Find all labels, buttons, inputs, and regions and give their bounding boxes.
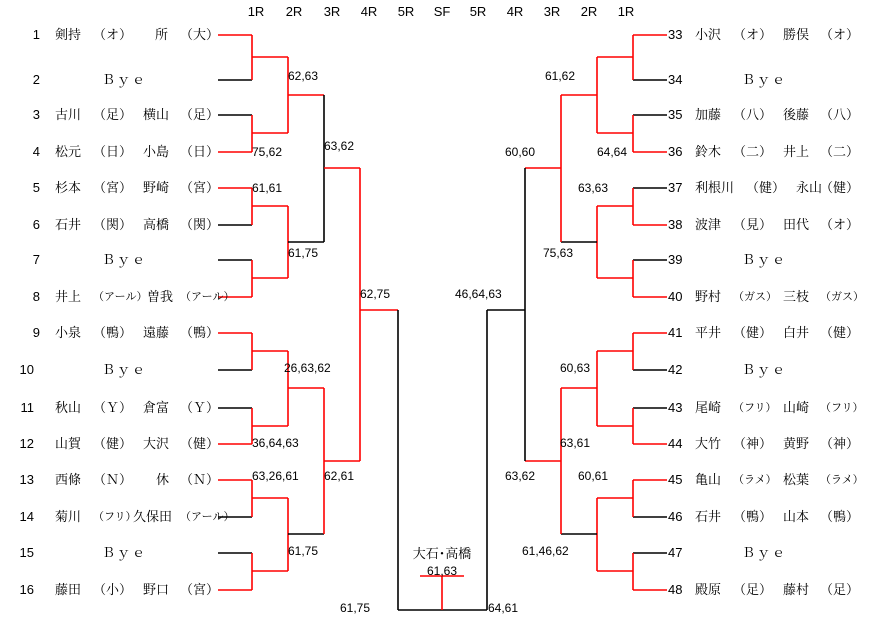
seed-number: 12 [19,436,34,451]
seed-number: 8 [32,289,40,304]
player-affiliation: （ラメ） [733,474,777,486]
seed-number: 2 [32,72,40,87]
player-name: 田代 [783,217,810,232]
round-header-left-5r: 5R [397,4,415,19]
player-name: 松元 [55,144,82,159]
player-name: 大沢 [143,436,170,451]
seed-number: 42 [668,362,683,377]
player-affiliation: （宮） [93,180,133,195]
seed-number: 46 [668,509,683,524]
seed-number: 15 [19,545,34,560]
seed-number: 41 [668,325,683,340]
seed-number: 39 [668,252,683,267]
player-affiliation: （アール） [93,291,148,303]
player-affiliation: （Ｙ） [180,400,220,415]
player-affiliation: （八） [820,107,860,122]
player-name: 大竹 [695,436,722,451]
player-name: 後藤 [783,107,810,122]
player-name: 古川 [55,107,82,122]
match-score: 62,63 [288,69,319,83]
player-affiliation: （アール） [180,291,235,303]
player-name: 平井 [695,325,722,340]
seed-number: 16 [19,582,34,597]
player-name: 野村 [695,289,722,304]
match-score: 63,61 [560,436,591,450]
bye-label: Ｂｙｅ [742,72,788,87]
seed-number: 10 [19,362,34,377]
player-affiliation: （日） [93,144,133,159]
player-name: 松葉 [783,472,810,487]
player-name: 野崎 [143,180,170,195]
round-header-right-1r: 1R [617,4,635,19]
round-header-left-3r: 3R [323,4,341,19]
seed-number: 11 [20,400,34,415]
player-affiliation: （足） [820,582,860,597]
champion-score: 61,63 [426,564,458,578]
seed-number: 48 [668,582,683,597]
player-affiliation: （足） [180,107,220,122]
player-affiliation: （足） [733,582,773,597]
player-name: 秋山 [55,400,82,415]
player-name: 永山 [796,180,823,195]
player-name: 加藤 [695,107,722,122]
seed-number: 47 [668,545,683,560]
match-score: 63,62 [324,139,355,153]
player-affiliation: （宮） [180,180,220,195]
player-name: 亀山 [695,472,722,487]
player-name: 白井 [783,325,810,340]
player-affiliation: （Ｎ） [93,472,133,487]
bye-label: Ｂｙｅ [742,362,788,377]
player-name: 小泉 [55,325,82,340]
player-affiliation: （宮） [180,582,220,597]
player-affiliation: （鴨） [93,325,133,340]
match-score: 60,60 [505,145,536,159]
player-name: 勝俣 [783,27,810,42]
match-score: 36,64,63 [252,436,299,450]
player-name: 藤村 [783,582,810,597]
player-name: 利根川 [695,180,735,195]
player-name: 久保田 [133,509,173,524]
seed-number: 3 [32,107,40,122]
match-score: 62,61 [324,469,355,483]
player-name: 菊川 [55,509,82,524]
match-score: 62,75 [360,287,391,301]
seed-number: 9 [32,325,40,340]
player-name: 遠藤 [143,325,170,340]
match-score: 46,64,63 [455,287,502,301]
match-score: 61,75 [288,544,319,558]
player-affiliation: （鴨） [820,509,860,524]
player-affiliation: （ラメ） [820,474,864,486]
player-affiliation: （関） [93,217,133,232]
player-affiliation: （神） [733,436,773,451]
match-score: 60,63 [560,361,591,375]
round-header-right-3r: 3R [543,4,561,19]
player-name: 曽我 [147,289,174,304]
player-affiliation: （アール） [180,511,235,523]
player-affiliation: （鴨） [180,325,220,340]
player-name: 山崎 [783,400,810,415]
player-name: 山賀 [55,436,82,451]
bye-label: Ｂｙｅ [742,545,788,560]
player-name: 尾崎 [695,400,722,415]
bye-label: Ｂｙｅ [102,545,148,560]
round-header-right-2r: 2R [580,4,598,19]
seed-number: 4 [32,144,40,159]
player-affiliation: （健） [93,436,133,451]
seed-number: 43 [668,400,683,415]
player-name: 横山 [143,107,170,122]
player-name: 黄野 [783,436,810,451]
champion-name: 大石･高橋 [412,546,472,561]
match-score: 75,63 [543,246,574,260]
player-affiliation: （フリ） [733,402,777,414]
player-name: 西條 [55,472,82,487]
player-name: 山本 [783,509,810,524]
player-affiliation: （足） [93,107,133,122]
player-affiliation: （二） [733,144,773,159]
player-name: 波津 [695,217,722,232]
player-name: 倉富 [143,400,170,415]
player-name: 藤田 [55,582,82,597]
match-score: 63,63 [578,181,609,195]
match-score: 61,75 [288,246,319,260]
player-name: 石井 [55,217,82,232]
player-name: 休 [156,472,170,487]
player-name: 高橋 [143,217,170,232]
round-header-right-5r: 5R [469,4,487,19]
seed-number: 38 [668,217,683,232]
player-name: 杉本 [55,180,82,195]
player-name: 小島 [143,144,170,159]
match-score: 75,62 [252,145,283,159]
bye-label: Ｂｙｅ [742,252,788,267]
match-score: 64,61 [488,601,519,615]
player-affiliation: （健） [820,180,860,195]
player-affiliation: （神） [820,436,860,451]
player-affiliation: （オ） [820,27,860,42]
bye-label: Ｂｙｅ [102,362,148,377]
player-affiliation: （フリ） [93,511,137,523]
round-header-left-1r: 1R [247,4,265,19]
match-score: 26,63,62 [284,361,331,375]
match-score: 64,64 [597,145,628,159]
player-name: 石井 [695,509,722,524]
player-name: 剣持 [55,27,82,42]
player-name: 井上 [783,144,810,159]
player-affiliation: （見） [733,217,773,232]
seed-number: 13 [19,472,34,487]
player-affiliation: （Ｎ） [180,472,220,487]
seed-number: 34 [668,72,683,87]
seed-number: 1 [32,27,40,42]
player-affiliation: （健） [746,180,786,195]
seed-number: 6 [32,217,40,232]
seed-number: 7 [32,252,40,267]
player-affiliation: （オ） [93,27,133,42]
player-affiliation: （小） [93,582,133,597]
seed-number: 36 [668,144,683,159]
player-name: 三枝 [783,289,810,304]
seed-number: 37 [668,180,683,195]
seed-number: 5 [32,180,40,195]
bye-label: Ｂｙｅ [102,72,148,87]
player-affiliation: （鴨） [733,509,773,524]
player-name: 小沢 [695,27,722,42]
player-affiliation: （オ） [820,217,860,232]
player-affiliation: （Ｙ） [93,400,133,415]
match-score: 60,61 [578,469,609,483]
seed-number: 45 [668,472,683,487]
player-affiliation: （オ） [733,27,773,42]
seed-number: 14 [19,509,34,524]
player-affiliation: （ガス） [733,291,777,303]
player-affiliation: （フリ） [820,402,864,414]
seed-number: 33 [668,27,683,42]
player-name: 野口 [143,582,170,597]
match-score: 61,75 [340,601,371,615]
round-header-right-4r: 4R [506,4,524,19]
round-header-sf: SF [433,4,451,19]
seed-number: 44 [668,436,683,451]
player-affiliation: （日） [180,144,220,159]
player-affiliation: （健） [180,436,220,451]
player-affiliation: （大） [180,27,220,42]
match-score: 61,46,62 [522,544,569,558]
match-score: 63,62 [505,469,536,483]
seed-number: 40 [668,289,683,304]
bye-label: Ｂｙｅ [102,252,148,267]
seed-number: 35 [668,107,683,122]
player-affiliation: （健） [820,325,860,340]
player-affiliation: （二） [820,144,860,159]
player-affiliation: （健） [733,325,773,340]
player-name: 井上 [55,289,82,304]
player-name: 殿原 [695,582,722,597]
player-affiliation: （八） [733,107,773,122]
player-affiliation: （関） [180,217,220,232]
player-affiliation: （ガス） [820,291,864,303]
match-score: 63,26,61 [252,469,299,483]
player-name: 所 [155,27,169,42]
match-score: 61,61 [252,181,283,195]
round-header-left-4r: 4R [360,4,378,19]
round-header-left-2r: 2R [285,4,303,19]
match-score: 61,62 [545,69,576,83]
player-name: 鈴木 [695,144,722,159]
